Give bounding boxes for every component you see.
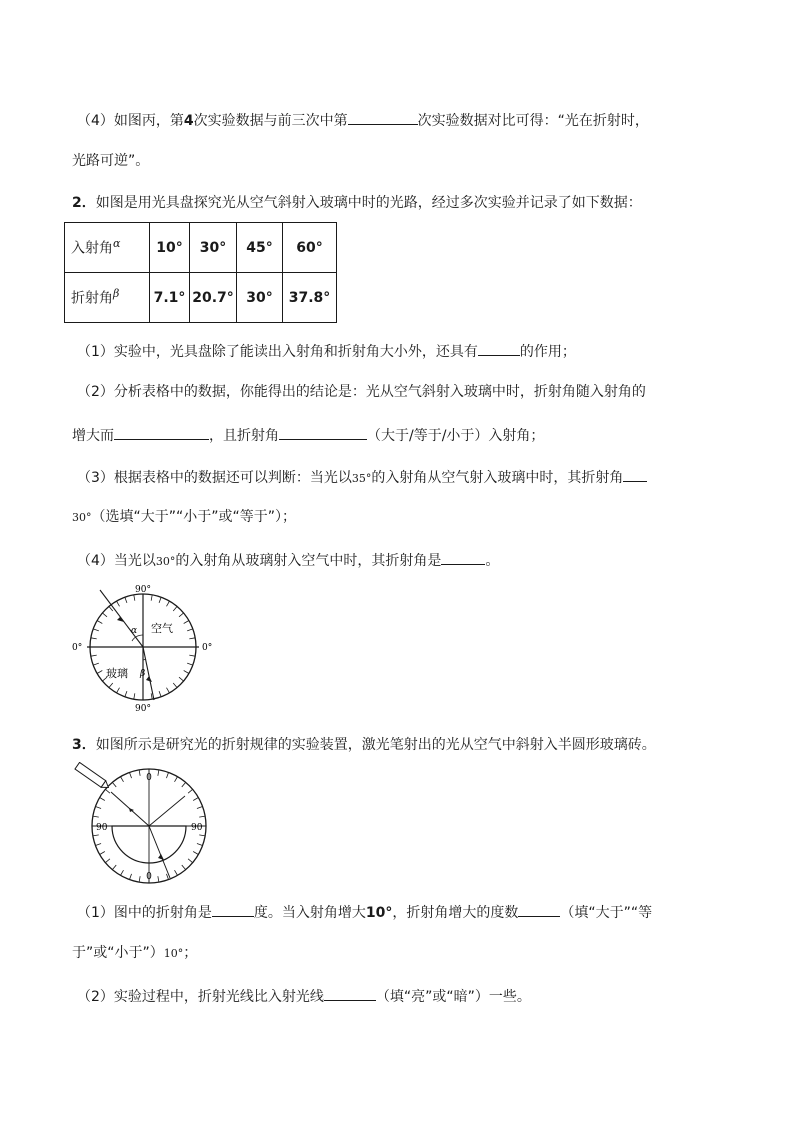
- dial-tick: [187, 663, 193, 665]
- q2-stem-text: 如图是用光具盘探究光从空气斜射入玻璃中时的光路，经过多次实验并记录了如下数据：: [95, 195, 642, 211]
- q3-laser-figure: [70, 762, 220, 887]
- answer-blank[interactable]: [441, 550, 485, 565]
- answer-blank[interactable]: [478, 341, 520, 356]
- dial-tick: [97, 621, 102, 624]
- q2-part2-line1: （2）分析表格中的数据，你能得出的结论是：光从空气斜射入玻璃中时，折射角随入射角的: [77, 384, 646, 400]
- q2-part4: （4）当光以30°的入射角从玻璃射入空气中时，其折射角是 。: [77, 550, 499, 571]
- dial-tick: [167, 601, 170, 606]
- answer-blank[interactable]: [212, 902, 254, 917]
- figure-label: 90: [96, 823, 108, 833]
- dial-tick: [93, 629, 99, 631]
- q3-number: 3．: [72, 737, 96, 753]
- figure-label: 0°: [72, 643, 83, 653]
- q2-data-table: [64, 222, 337, 323]
- angle-value: 30°: [155, 555, 176, 568]
- table-cell: 7.1°: [150, 273, 190, 323]
- laser-pen-icon: [75, 762, 111, 790]
- dial-tick: [117, 688, 120, 693]
- dial-tick: [158, 770, 159, 776]
- dial-tick: [182, 782, 186, 787]
- dial-tick: [117, 601, 120, 606]
- table-cell: 37.8°: [283, 273, 337, 323]
- dial-tick: [91, 638, 97, 639]
- dial-tick: [189, 655, 195, 656]
- dial-tick: [93, 816, 99, 817]
- table-cell: 60°: [283, 223, 337, 273]
- dial-tick: [193, 852, 198, 855]
- angle-value: 35°: [351, 472, 372, 485]
- q3-stem-text: 如图所示是研究光的折射规律的实验装置，激光笔射出的光从空气中斜射入半圆形玻璃砖。: [95, 737, 656, 753]
- dial-tick: [167, 688, 170, 693]
- dial-tick: [112, 865, 116, 870]
- angle-value: 10°: [163, 947, 184, 960]
- figure-label: 0: [146, 773, 152, 783]
- dial-tick: [125, 597, 127, 603]
- dial-tick: [151, 595, 152, 601]
- figure-label: 0: [146, 872, 152, 882]
- dial-tick: [93, 663, 99, 665]
- q2-part3-line1: （3）根据表格中的数据还可以判断：当光以35°的入射角从空气射入玻璃中时，其折射角: [77, 467, 647, 488]
- q2-part1: （1）实验中，光具盘除了能读出入射角和折射角大小外，还具有 的作用；: [77, 341, 576, 361]
- reflected-ray: [149, 796, 185, 826]
- beta-symbol: β: [140, 669, 146, 679]
- dial-tick: [93, 835, 99, 836]
- dial-tick: [121, 870, 124, 875]
- dial-tick: [100, 798, 105, 801]
- dial-tick: [188, 859, 193, 863]
- dial-tick: [158, 876, 159, 882]
- dial-tick: [189, 638, 195, 639]
- dial-tick: [105, 859, 110, 863]
- dial-tick: [95, 843, 101, 845]
- dial-tick: [102, 613, 107, 617]
- answer-blank[interactable]: [518, 902, 560, 917]
- dial-tick: [159, 691, 161, 697]
- dial-tick: [112, 782, 116, 787]
- dial-tick: [100, 852, 105, 855]
- air-label: 空气: [151, 622, 173, 635]
- dial-tick: [97, 671, 102, 674]
- q2-part2-line2: 增大而 ，且折射角 （大于/等于/小于）入射角；: [72, 425, 544, 445]
- table-row: [65, 273, 337, 323]
- answer-blank[interactable]: [324, 986, 376, 1001]
- q1-part4-text-b: 次实验数据与前三次中第: [193, 113, 348, 129]
- q1-part4-line1: [77, 110, 649, 130]
- degree-value: 10°: [365, 905, 393, 921]
- table-cell: 30°: [190, 223, 237, 273]
- dial-tick: [125, 691, 127, 697]
- dial-tick: [105, 789, 110, 793]
- dial-tick: [130, 874, 132, 880]
- dial-tick: [199, 816, 205, 817]
- dial-tick: [95, 807, 101, 809]
- q3-part2: （2）实验过程中，折射光线比入射光线 （填“亮”或“暗”）一些。: [77, 986, 531, 1006]
- table-cell: 45°: [237, 223, 283, 273]
- dial-tick: [193, 798, 198, 801]
- q3-part1-line2: 于”或“小于”）10°；: [72, 945, 198, 961]
- dial-tick: [175, 870, 178, 875]
- dial-tick: [182, 865, 186, 870]
- dial-tick: [109, 683, 113, 688]
- dial-tick: [134, 693, 135, 699]
- figure-label: 90°: [135, 585, 151, 595]
- dial-tick: [197, 843, 203, 845]
- q2-part3-line2: 30°（选填“大于”“小于”或“等于”）；: [72, 509, 297, 525]
- dial-tick: [159, 597, 161, 603]
- table-cell: 30°: [237, 273, 283, 323]
- table-cell: 10°: [150, 223, 190, 273]
- glass-label: 玻璃: [106, 667, 128, 680]
- q3-stem: [72, 736, 656, 754]
- alpha-symbol: α: [131, 626, 138, 636]
- table-row: [65, 223, 337, 273]
- figure-label: 90: [191, 823, 203, 833]
- q2-number: 2．: [72, 195, 96, 211]
- arrow-icon: [117, 617, 124, 622]
- dial-tick: [151, 693, 152, 699]
- arrow-icon: [146, 676, 152, 682]
- dial-tick: [199, 835, 205, 836]
- table-cell: 20.7°: [190, 273, 237, 323]
- answer-blank[interactable]: [114, 425, 209, 440]
- dial-tick: [175, 777, 178, 782]
- q2-stem: [72, 194, 642, 212]
- dial-tick: [179, 613, 184, 617]
- q3-part1-line1: （1）图中的折射角是 度。当入射角增大10°，折射角增大的度数 （填“大于”“等: [77, 902, 652, 922]
- dial-tick: [121, 777, 124, 782]
- dial-tick: [166, 772, 168, 778]
- q1-part4-line2: 光路可逆”。: [72, 153, 150, 169]
- answer-blank[interactable]: [348, 110, 418, 125]
- dial-tick: [91, 655, 97, 656]
- q1-part4-text-a: （4）如图丙，第: [77, 113, 184, 129]
- q1-part4-text-c: 次实验数据对比可得：“光在折射时，: [417, 113, 649, 129]
- q2-optical-disk-figure: [70, 583, 215, 718]
- dial-tick: [188, 789, 193, 793]
- dial-tick: [139, 770, 140, 776]
- dial-tick: [187, 629, 193, 631]
- arrow-icon: [158, 854, 164, 860]
- figure-label: 90°: [135, 704, 151, 714]
- dial-tick: [179, 677, 184, 681]
- dial-tick: [130, 772, 132, 778]
- figure-label: 0°: [202, 643, 213, 653]
- dial-tick: [197, 807, 203, 809]
- row-header-incident: 入射角$^\alpha$: [65, 223, 150, 273]
- dial-tick: [184, 621, 189, 624]
- q1-part4-number: 4: [183, 113, 194, 129]
- row-header-refraction: 折射角$^\beta$: [65, 273, 150, 323]
- answer-blank[interactable]: [279, 425, 367, 440]
- dial-tick: [134, 595, 135, 601]
- angle-value: 30°: [72, 511, 92, 524]
- dial-tick: [184, 671, 189, 674]
- answer-blank[interactable]: [623, 467, 647, 482]
- dial-tick: [173, 683, 177, 688]
- dial-tick: [139, 876, 140, 882]
- dial-tick: [173, 606, 177, 611]
- refracted-ray: [149, 826, 170, 878]
